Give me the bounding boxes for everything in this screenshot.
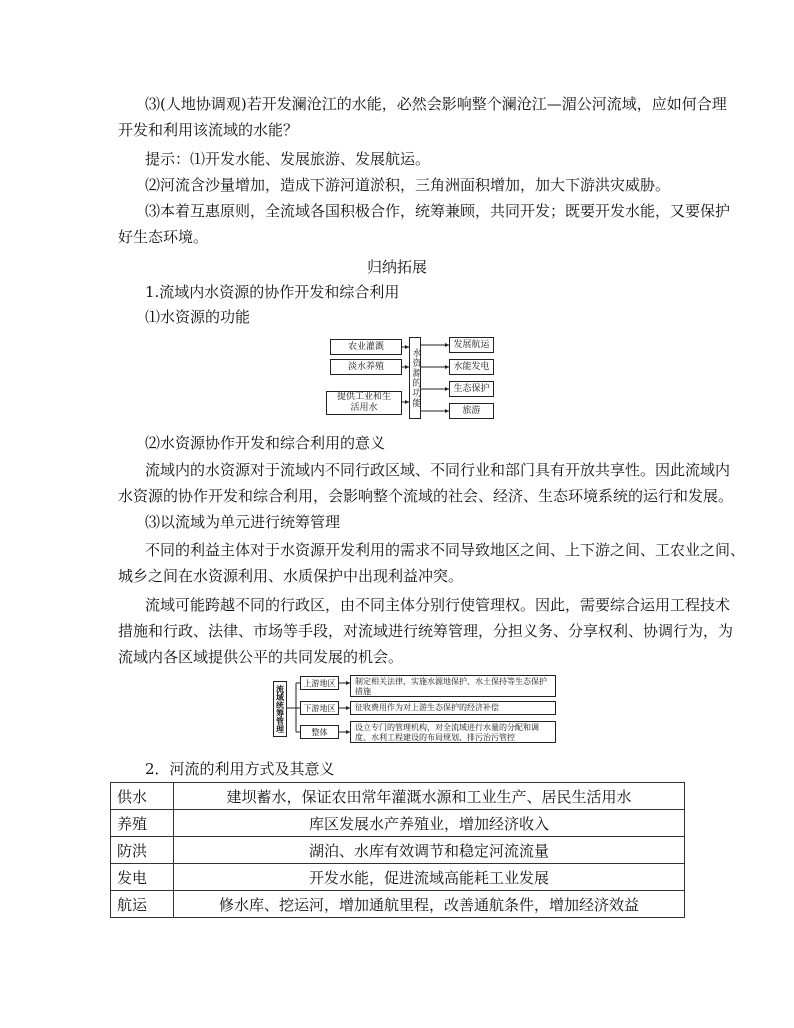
- freshwater-farming-box: 淡水养殖: [330, 359, 402, 375]
- whole-basin-box: 整体: [300, 725, 339, 739]
- basin-management-root-box: 流域统筹管理: [273, 681, 287, 737]
- hint-line-1: 提示：⑴开发水能、发展旅游、发展航运。: [145, 150, 431, 168]
- downstream-box: 下游地区: [300, 701, 339, 715]
- sub-2-title: ⑵水资源协作开发和综合利用的意义: [145, 434, 386, 452]
- sub-3-p1-line-1: 不同的利益主体对于水资源开发利用的需求不同导致地区之间、上下游之间、工农业之间、: [145, 541, 746, 559]
- sub-3-p2-line-2: 措施和行政、法律、市场等手段，对流域进行统筹管理，分担义务、分享权利、协调行为，为: [118, 622, 734, 640]
- sub-3-p2-line-3: 流域内各区域提供公平的共同发展的机会。: [118, 648, 404, 666]
- question-3-line-1: ⑶(人地协调观)若开发澜沧江的水能，必然会影响整个澜沧江—湄公河流域，应如何合理: [145, 95, 727, 113]
- table-row: [111, 810, 685, 837]
- table-row: [111, 783, 685, 810]
- use-key: 防洪: [111, 837, 174, 864]
- table-row: [111, 864, 685, 891]
- use-key: 养殖: [111, 810, 174, 837]
- table-row: [111, 837, 685, 864]
- table-row: [111, 891, 685, 918]
- sub-2-line-2: 水资源的协作开发和综合利用，会影响整个流域的社会、经济、生态环境系统的运行和发展。: [118, 487, 734, 505]
- water-function-center-box: 水资源的功能: [409, 337, 421, 419]
- whole-basin-measures-box: 设立专门的管理机构，对全流域进行水量的分配和调度、水利工程建设的布局规划、排污治污管控: [350, 721, 556, 743]
- industrial-domestic-water-box: 提供工业和生活用水: [326, 391, 402, 415]
- section-title: 归纳拓展: [366, 258, 427, 276]
- hint-line-2: ⑵河流含沙量增加，造成下游河道淤积，三角洲面积增加，加大下游洪灾威胁。: [145, 176, 671, 194]
- sub-1-title: ⑴水资源的功能: [145, 308, 251, 326]
- use-value: 开发水能，促进流域高能耗工业发展: [174, 864, 685, 891]
- hydropower-box: 水能发电: [449, 359, 494, 375]
- sub-2-line-1: 流域内的水资源对于流域内不同行政区域、不同行业和部门具有开放共享性。因此流域内: [145, 461, 731, 479]
- eco-protection-box: 生态保护: [449, 381, 494, 397]
- upstream-box: 上游地区: [300, 676, 339, 690]
- use-key: 航运: [111, 891, 174, 918]
- question-3-line-2: 开发和利用该流域的水能？: [118, 121, 299, 139]
- use-value: 湖泊、水库有效调节和稳定河流流量: [174, 837, 685, 864]
- agri-irrigation-box: 农业灌溉: [330, 339, 402, 355]
- use-value: 修水库、挖运河，增加通航里程，改善通航条件，增加经济效益: [174, 891, 685, 918]
- hint-line-3a: ⑶本着互惠原则，全流域各国积极合作，统筹兼顾，共同开发；既要开发水能，又要保护: [145, 202, 731, 220]
- sub-3-p2-line-1: 流域可能跨越不同的行政区，由不同主体分别行使管理权。因此，需要综合运用工程技术: [145, 596, 731, 614]
- sub-3-p1-line-2: 城乡之间在水资源利用、水质保护中出现利益冲突。: [118, 567, 464, 585]
- use-value: 库区发展水产养殖业，增加经济收入: [174, 810, 685, 837]
- navigation-box: 发展航运: [449, 337, 494, 353]
- tourism-box: 旅游: [449, 403, 494, 419]
- item-1-title: 1.流域内水资源的协作开发和综合利用: [145, 283, 400, 301]
- item-2-title: 2．河流的利用方式及其意义: [145, 760, 335, 778]
- use-key: 供水: [111, 783, 174, 810]
- downstream-measures-box: 征收费用作为对上游生态保护的经济补偿: [350, 701, 556, 715]
- use-key: 发电: [111, 864, 174, 891]
- upstream-measures-box: 制定相关法律，实施水源地保护、水土保持等生态保护措施: [350, 675, 556, 697]
- use-value: 建坝蓄水，保证农田常年灌溉水源和工业生产、居民生活用水: [174, 783, 685, 810]
- hint-line-3b: 好生态环境。: [118, 228, 209, 246]
- sub-3-title: ⑶以流域为单元进行统筹管理: [145, 513, 341, 531]
- river-uses-table: [110, 782, 685, 918]
